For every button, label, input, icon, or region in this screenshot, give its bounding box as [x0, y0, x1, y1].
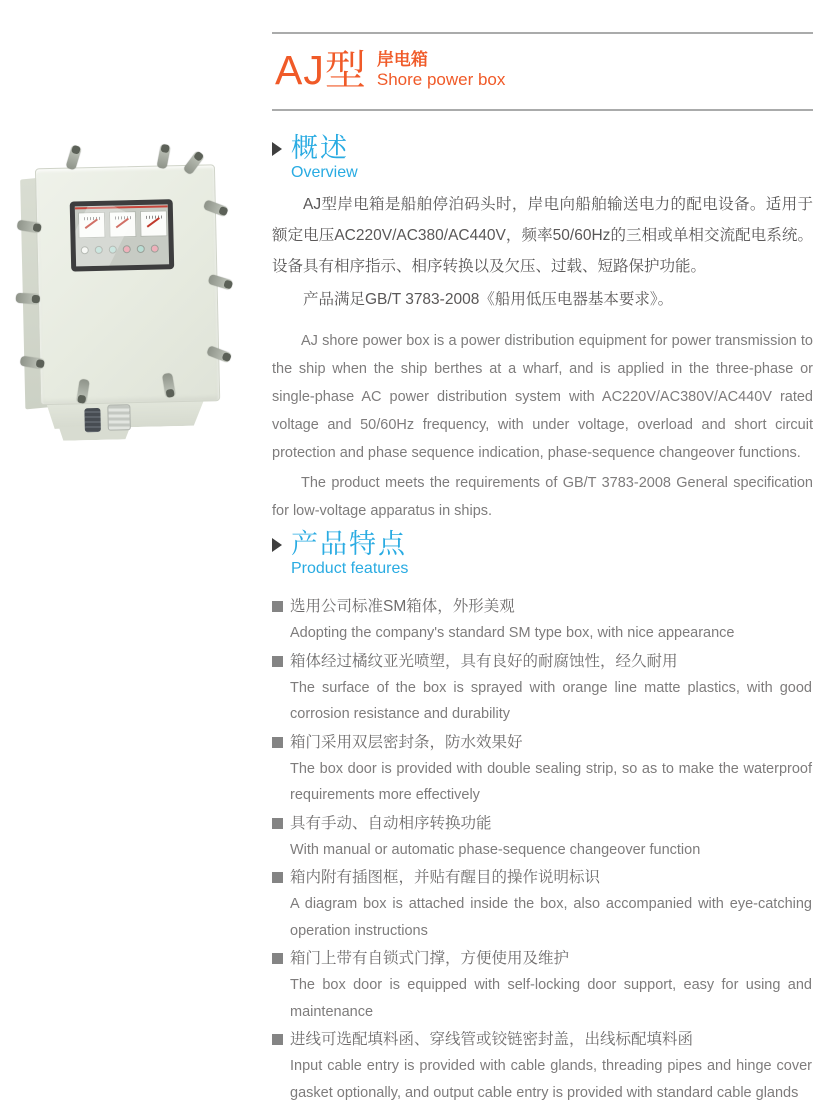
section-marker-triangle-icon	[272, 538, 282, 552]
product-name-zh: 岸电箱	[376, 50, 428, 69]
feature-title-zh: 选用公司标准SM箱体，外形美观	[290, 598, 515, 615]
feature-item	[272, 593, 813, 647]
page-title	[275, 47, 505, 93]
square-bullet-icon	[272, 872, 283, 883]
square-bullet-icon	[272, 601, 283, 612]
box-viewing-window	[70, 199, 175, 271]
feature-item	[272, 945, 813, 1025]
overview-section	[272, 133, 813, 525]
feature-title-zh: 箱门采用双层密封条，防水效果好	[290, 733, 523, 751]
product-name	[377, 50, 506, 93]
feature-text-en: A diagram box is attached inside the box, also accompanied with eye-catching operation instructions	[290, 896, 812, 939]
section-marker-triangle-icon	[272, 142, 282, 156]
features-heading-en: Product features	[291, 560, 409, 577]
latch-cap	[160, 144, 169, 153]
overview-heading-zh: 概述	[291, 133, 349, 163]
product-photo	[10, 136, 268, 471]
cable-gland-metal	[107, 404, 131, 431]
feature-text-en: The box door is equipped with self-locking door support, easy for using and maintenance	[290, 977, 812, 1020]
feature-item	[272, 810, 813, 864]
latch-cap	[193, 151, 204, 162]
overview-heading-en: Overview	[291, 164, 358, 181]
feature-item	[272, 729, 813, 809]
square-bullet-icon	[272, 1034, 283, 1045]
top-divider	[272, 32, 813, 34]
features-section	[272, 529, 813, 1107]
latch-cap	[77, 395, 86, 404]
feature-title	[272, 729, 813, 756]
latch-cap	[166, 389, 175, 398]
square-bullet-icon	[272, 656, 283, 667]
feature-text-en: The surface of the box is sprayed with orange line matte plastics, with good corrosion resistance and durability	[290, 679, 812, 722]
feature-text-en: Input cable entry is provided with cable glands, threading pipes and hinge cover gasket optionally, and output cable entry is provided with standard cable glands	[290, 1058, 812, 1101]
shore-power-box-illustration	[6, 133, 272, 474]
overview-paragraph-en-2: The product meets the requirements of GB/T 3783-2008 General specification for low-voltage apparatus in ships.	[272, 475, 813, 519]
latch-cap	[33, 223, 42, 232]
overview-paragraph-zh-2: 产品满足GB/T 3783-2008《船用低压电器基本要求》。	[303, 291, 674, 308]
feature-item	[272, 648, 813, 728]
feature-title	[272, 1026, 813, 1053]
features-header	[272, 529, 813, 579]
product-name-en: Shore power box	[376, 70, 506, 89]
feature-title	[272, 648, 813, 675]
feature-title-zh: 进线可选配填料函、穿线管或铰链密封盖，出线标配填料函	[290, 1031, 694, 1048]
overview-heading	[291, 133, 358, 183]
feature-text-en: The box door is provided with double sealing strip, so as to make the waterproof requirements more effectively	[290, 760, 812, 803]
features-heading-zh: 产品特点	[291, 529, 407, 559]
features-heading	[291, 529, 408, 579]
analog-meter-icon	[140, 210, 168, 237]
title-divider	[272, 109, 813, 111]
overview-paragraph-zh-1: AJ型岸电箱是船舶停泊码头时，岸电向船舶输送电力的配电设备。适用于额定电压AC220V/AC380/AC440V，频率50/60Hz的三相或单相交流配电系统。设备具有相序指示、相序转换以及欠压、过载、短路保护功能。	[272, 196, 813, 275]
square-bullet-icon	[272, 953, 283, 964]
latch-cap	[218, 206, 228, 216]
window-glare	[70, 199, 134, 271]
product-model: AJ型	[275, 47, 367, 93]
latch-cap	[223, 279, 233, 289]
feature-title-zh: 箱内附有插图框，并贴有醒目的操作说明标识	[290, 869, 601, 886]
latch-cap	[32, 295, 40, 303]
square-bullet-icon	[272, 818, 283, 829]
cable-gland-dark	[84, 408, 101, 432]
latch-cap	[71, 145, 81, 155]
indicator-light	[123, 245, 131, 253]
feature-title-zh: 箱门上带有自锁式门撑，方便使用及维护	[290, 950, 570, 967]
overview-header	[272, 133, 813, 183]
feature-item	[272, 1026, 813, 1106]
feature-title	[272, 864, 813, 891]
overview-paragraph-en-1: AJ shore power box is a power distribution equipment for power transmission to the ship when the ship berthes at a wharf, and is applied in the three-phase or single-phase AC power distribution system with AC220V/AC380V/AC440V rated voltage and 50/60Hz frequency, with under voltage, overload and short circuit protection and phase sequence indication, phase-sequence changeover functions.	[272, 333, 813, 461]
indicator-light	[151, 245, 159, 253]
box-body	[35, 164, 220, 405]
feature-title-zh: 具有手动、自动相序转换功能	[290, 814, 492, 832]
latch-cap	[221, 352, 231, 362]
features-list	[272, 593, 813, 1106]
feature-title	[272, 810, 813, 837]
latch-clamp-icon	[16, 293, 41, 305]
feature-title	[272, 945, 813, 972]
square-bullet-icon	[272, 737, 283, 748]
feature-item	[272, 864, 813, 944]
indicator-light	[137, 245, 145, 253]
feature-title	[272, 593, 813, 620]
feature-text-en: Adopting the company's standard SM type box, with nice appearance	[290, 625, 735, 641]
feature-title-zh: 箱体经过橘纹亚光喷塑，具有良好的耐腐蚀性，经久耐用	[290, 652, 678, 670]
latch-cap	[36, 359, 45, 368]
feature-text-en: With manual or automatic phase-sequence changeover function	[290, 841, 701, 858]
